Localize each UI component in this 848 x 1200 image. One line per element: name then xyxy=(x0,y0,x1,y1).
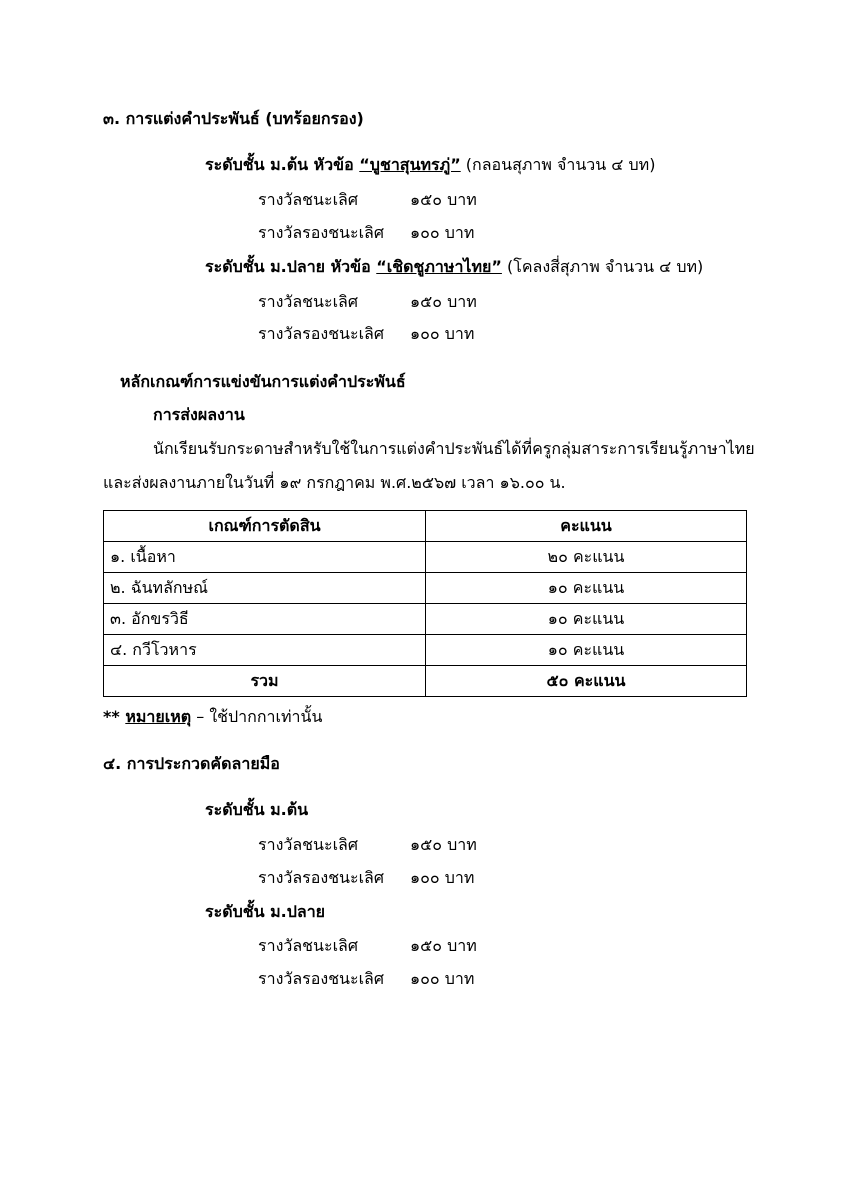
total-score-cell: ๕๐ คะแนน xyxy=(426,666,747,697)
table-row xyxy=(104,635,747,666)
note-prefix: ** xyxy=(103,707,126,726)
prize-label: รางวัลรองชนะเลิศ xyxy=(258,324,385,343)
prize-label: รางวัลรองชนะเลิศ xyxy=(258,868,385,887)
section4-title: ๔. การประกวดคัดลายมือ xyxy=(103,754,280,773)
total-label-cell: รวม xyxy=(104,666,426,697)
table-header: เกณฑ์การตัดสิน xyxy=(104,511,426,542)
prize-label: รางวัลชนะเลิศ xyxy=(258,936,358,955)
submission-heading: การส่งผลงาน xyxy=(153,405,245,424)
table-total-row xyxy=(104,666,747,697)
topic-title: “เชิดชูภาษาไทย” xyxy=(376,257,502,276)
table-header: คะแนน xyxy=(426,511,747,542)
criteria-table xyxy=(103,510,747,697)
criterion-cell: ๔. กวีโวหาร xyxy=(104,635,426,666)
criteria-heading: หลักเกณฑ์การแข่งขันการแต่งคำประพันธ์ xyxy=(120,372,406,391)
topic-title: “บูชาสุนทรภู่” xyxy=(359,155,461,174)
level-suffix: (โคลงสี่สุภาพ จำนวน ๔ บท) xyxy=(501,257,704,276)
score-cell: ๑๐ คะแนน xyxy=(426,573,747,604)
level-junior-heading: ระดับชั้น ม.ต้น xyxy=(205,800,309,819)
level-senior-heading: ระดับชั้น ม.ปลาย xyxy=(205,902,326,921)
prize-label: รางวัลชนะเลิศ xyxy=(258,190,358,209)
prize-label: รางวัลชนะเลิศ xyxy=(258,292,358,311)
prize-amount: ๑๕๐ บาท xyxy=(410,936,477,955)
level-suffix: (กลอนสุภาพ จำนวน ๔ บท) xyxy=(460,155,656,174)
prize-amount: ๑๐๐ บาท xyxy=(410,223,475,242)
section3-title: ๓. การแต่งคำประพันธ์ (บทร้อยกรอง) xyxy=(103,109,364,128)
note xyxy=(103,706,322,728)
prize-amount: ๑๕๐ บาท xyxy=(410,292,477,311)
prize-label: รางวัลชนะเลิศ xyxy=(258,835,358,854)
prize-label: รางวัลรองชนะเลิศ xyxy=(258,223,385,242)
criterion-cell: ๒. ฉันทลักษณ์ xyxy=(104,573,426,604)
table-row xyxy=(104,573,747,604)
prize-amount: ๑๕๐ บาท xyxy=(410,835,477,854)
table-row xyxy=(104,604,747,635)
prize-amount: ๑๐๐ บาท xyxy=(410,868,475,887)
table-header-row xyxy=(104,511,747,542)
prize-label: รางวัลรองชนะเลิศ xyxy=(258,969,385,988)
criterion-cell: ๓. อักขรวิธี xyxy=(104,604,426,635)
level-junior-heading xyxy=(205,154,655,176)
level-senior-heading xyxy=(205,256,703,278)
score-cell: ๒๐ คะแนน xyxy=(426,542,747,573)
level-prefix: ระดับชั้น ม.ปลาย หัวข้อ xyxy=(205,257,377,276)
note-text: – ใช้ปากกาเท่านั้น xyxy=(191,707,323,726)
score-cell: ๑๐ คะแนน xyxy=(426,635,747,666)
level-prefix: ระดับชั้น ม.ต้น หัวข้อ xyxy=(205,155,360,174)
score-cell: ๑๐ คะแนน xyxy=(426,604,747,635)
table-row xyxy=(104,542,747,573)
prize-amount: ๑๐๐ บาท xyxy=(410,969,475,988)
submission-text: นักเรียนรับกระดาษสำหรับใช้ในการแต่งคำประพันธ์ได้ที่ครูกลุ่มสาระการเรียนรู้ภาษาไทย xyxy=(153,439,755,458)
prize-amount: ๑๐๐ บาท xyxy=(410,324,475,343)
prize-amount: ๑๕๐ บาท xyxy=(410,190,477,209)
note-label: หมายเหตุ xyxy=(125,707,192,726)
submission-text: และส่งผลงานภายในวันที่ ๑๙ กรกฎาคม พ.ศ.๒๕๖๗ เวลา ๑๖.๐๐ น. xyxy=(103,473,566,492)
criterion-cell: ๑. เนื้อหา xyxy=(104,542,426,573)
